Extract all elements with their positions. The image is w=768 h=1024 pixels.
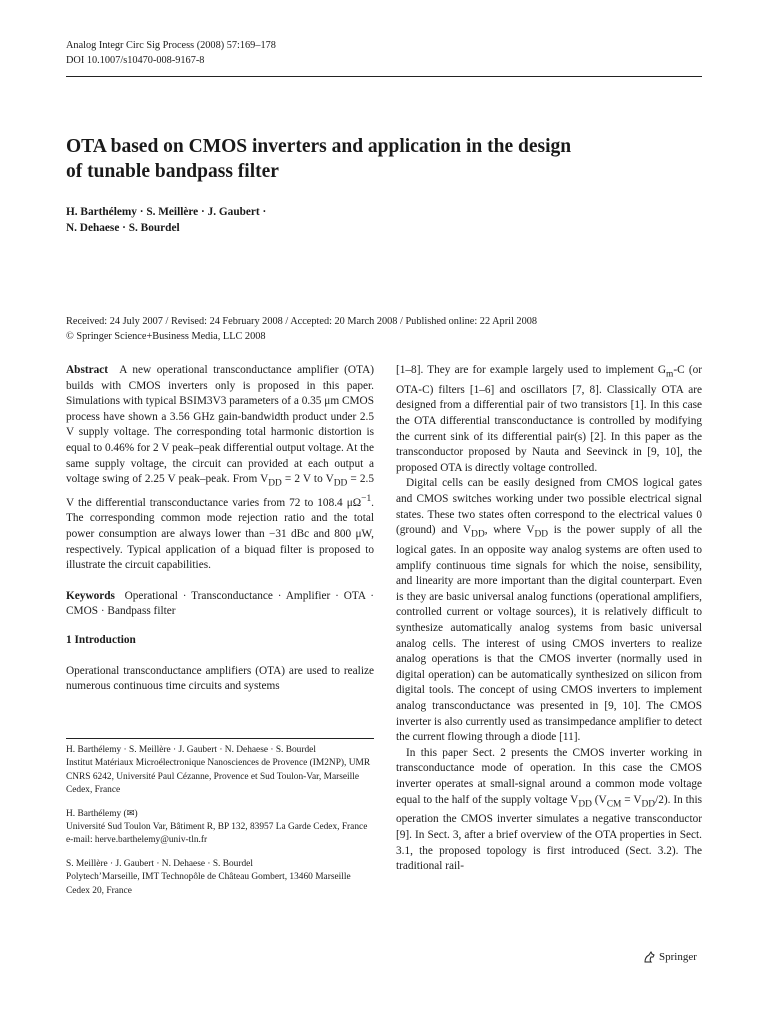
corresponding-email[interactable]: e-mail: herve.barthelemy@univ-tln.fr bbox=[66, 835, 208, 846]
corresponding-author-name: H. Barthélemy bbox=[66, 808, 122, 819]
keywords bbox=[66, 589, 374, 620]
doi-line: DOI 10.1007/s10470-008-9167-8 bbox=[66, 55, 205, 66]
publisher-logo bbox=[642, 950, 697, 964]
springer-horse-icon bbox=[642, 950, 656, 964]
paragraph-2: Digital cells can be easily designed from CMOS logical gates and CMOS switches working under two possible electrical signal states. These two states often correspond to the electrical values 0 (ground) and $V_{DD}$, where $V_{DD}$ is the power supply of all the logical gates. In an opposite way analog systems are often used to amplify continuous time signals for which the noise, sensibility, and linearity are more important than the digital counterpart. Even is they are basic universal analog functions (operational amplifiers, controlled current or voltage sources), it is relatively difficult to synthesize automatically analog systems from basic universal analog cells. The interest of using CMOS inverters to realize analog operations is that the CMOS inverter (normally used in digital operation) can be automatically synthesized on silicon from digital tools. The concept of using CMOS inverters to implement analog transconductance was presented in [9, 10]. The CMOS inverter is also currently used as transimpedance amplifier to detect the current flowing through a diode [11]. bbox=[396, 477, 703, 744]
affiliation-2 bbox=[66, 858, 374, 898]
paper-title bbox=[66, 134, 666, 184]
left-column bbox=[66, 363, 374, 695]
affiliation-1 bbox=[66, 744, 374, 798]
journal-header bbox=[66, 38, 276, 68]
title-line-2: of tunable bandpass filter bbox=[66, 161, 279, 182]
affiliation-footnotes bbox=[66, 744, 374, 908]
keywords-text: Operational · Transconductance · Amplifier · OTA · CMOS · Bandpass filter bbox=[66, 589, 374, 618]
journal-citation: Analog Integr Circ Sig Process (2008) 57:169–178 bbox=[66, 40, 276, 51]
header-rule bbox=[66, 76, 702, 77]
envelope-icon: ✉ bbox=[126, 808, 135, 819]
paragraph-1: [1–8]. They are for example largely used to implement $G_m-C$ (or OTA-C) filters [1–6] and oscillators [7, 8]. Classically OTA are designed from a differential pair of two transistors [1]. In this case the OTA differential transconductance is controlled by modifying the current sink of its differential pair(s) [2]. In this paper as the transconductor proposed by Nauta and Seevinck in [9, 10], the proposed OTA is directly voltage controlled. bbox=[396, 364, 702, 474]
publication-dates bbox=[66, 314, 706, 344]
corresponding-author: H. Barthélemy (✉) Université Sud Toulon Var, Bâtiment R, BP 132, 83957 La Garde Cedex, France e-mail: herve.barthelemy@univ-tln.fr bbox=[66, 808, 368, 846]
affiliation-2-institution: Polytech’Marseille, IMT Technopôle de Château Gombert, 13460 Marseille Cedex 20, France bbox=[66, 872, 351, 896]
author-list bbox=[66, 204, 666, 236]
authors-line-2: N. Dehaese · S. Bourdel bbox=[66, 222, 180, 234]
abstract bbox=[66, 363, 374, 574]
paragraph-3: In this paper Sect. 2 presents the CMOS inverter working in transconductance mode of operation. In this case the CMOS inverter operates at small-signal around a common mode voltage equal to the half of the supply voltage $V_{DD}$ $(V_{CM} = V_{DD}/2)$. In this operation the CMOS inverter simulates a negative transconductor [9]. In Sect. 3, after a brief overview of the OTA properties in Sect. 3.1, the proposed topology is first introduced (Sect. 3.2). The traditional rail- bbox=[396, 746, 702, 873]
authors-line-1: H. Barthélemy · S. Meillère · J. Gaubert · bbox=[66, 206, 267, 218]
abstract-text: A new operational transconductance amplifier (OTA) builds with CMOS inverters only is proposed in this paper. Simulations with typical BSIM3V3 parameters of a 0.35 μm CMOS process have shown a 3.56 GHz gain-bandwidth product under 2.5 V supply voltage. The corresponding total harmonic distortion is equal to 0.46% for 2 V peak–peak differential output voltage. At the same supply voltage, the circuit can provided at each output a voltage swing of 2.25 V peak–peak. From $V_{DD} = 2$ V to $V_{DD} = 2.5$ V the differential transconductance varies from 72 to 108.4 $\mu\Omega^{-1}$. The corresponding common mode rejection ratio and the total power consumption are always lower than −31 dBc and 800 μW, respectively. Typical application of a biquad filter is proposed to illustrate the circuit capabilities. bbox=[66, 364, 375, 572]
footnote-rule bbox=[66, 738, 374, 739]
title-line-1: OTA based on CMOS inverters and application in the design bbox=[66, 136, 572, 157]
publisher-name: Springer bbox=[659, 951, 697, 963]
section-heading-introduction: 1 Introduction bbox=[66, 633, 136, 646]
affiliation-1-authors: H. Barthélemy · S. Meillère · J. Gaubert · N. Dehaese · S. Bourdel bbox=[66, 745, 316, 755]
abstract-heading: Abstract bbox=[66, 364, 109, 376]
affiliation-2-authors: S. Meillère · J. Gaubert · N. Dehaese · S. Bourdel bbox=[66, 858, 253, 869]
keywords-heading: Keywords bbox=[66, 589, 115, 602]
right-column bbox=[396, 363, 702, 875]
affiliation-1-institution: Institut Matériaux Microélectronique Nanosciences de Provence (IM2NP), UMR CNRS 6242, Université Paul Cézanne, Provence et Sud Toulon-Var, Marseille Cedex, France bbox=[66, 758, 371, 796]
received-dates: Received: 24 July 2007 / Revised: 24 February 2008 / Accepted: 20 March 2008 / Published online: 22 April 2008 bbox=[66, 316, 538, 327]
intro-paragraph: Operational transconductance amplifiers (OTA) are used to realize numerous continuous time circuits and systems bbox=[66, 664, 374, 693]
copyright-line: © Springer Science+Business Media, LLC 2008 bbox=[66, 331, 266, 342]
corresponding-address: Université Sud Toulon Var, Bâtiment R, BP 132, 83957 La Garde Cedex, France bbox=[66, 822, 368, 833]
